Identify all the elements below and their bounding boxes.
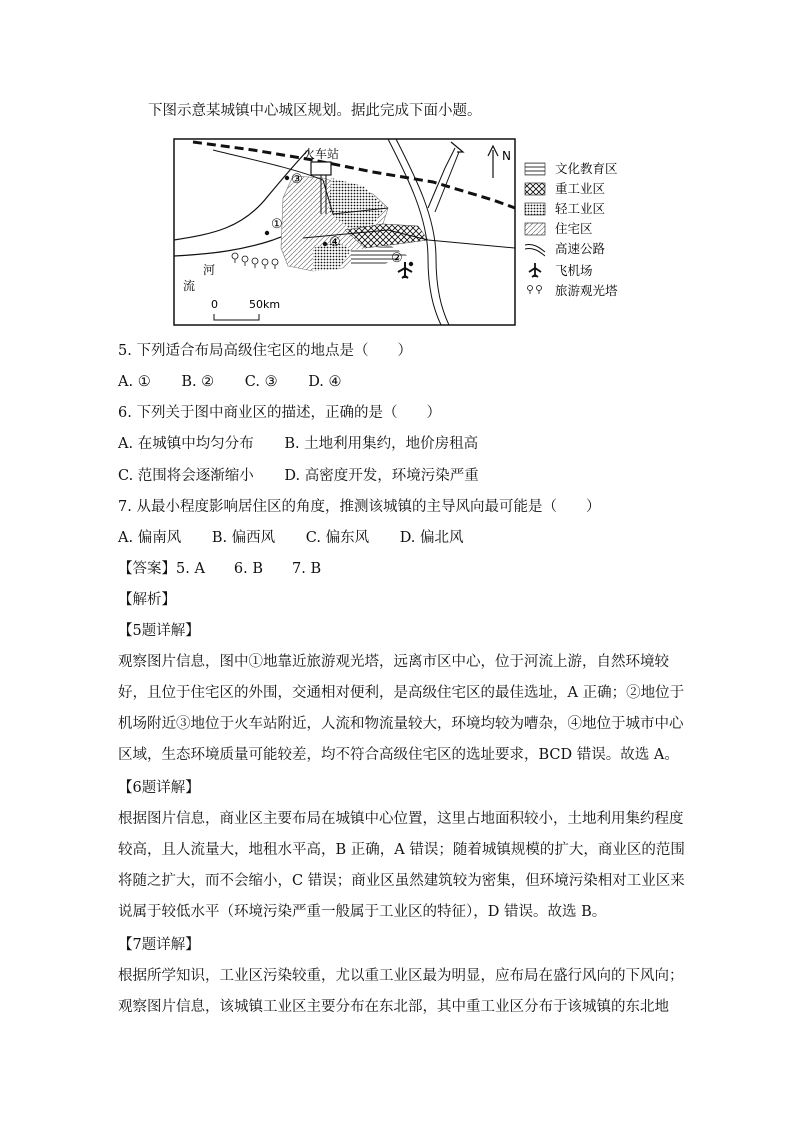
- q5-option-a: A. ①: [118, 374, 151, 390]
- marker-4: ④: [329, 235, 341, 250]
- q6-line: 较高，且人流量大，地租水平高，B 正确，A 错误；随着城镇规模的扩大，商业区的范围: [118, 842, 685, 858]
- answer-line: 【答案】5. A 6. B 7. B: [118, 561, 322, 577]
- legend-residential: 住宅区: [555, 221, 593, 236]
- q7-line: 观察图片信息，该城镇工业区主要分布在东北部，其中重工业区分布于该城镇的东北地: [118, 999, 669, 1015]
- question-6-options-row2: [118, 466, 505, 486]
- q5-line: 机场附近③地位于火车站附近，人流和物流量较大，环境均较为嘈杂，④地位于城市中心: [118, 716, 684, 732]
- legend-tower: 旅游观光塔: [555, 283, 618, 298]
- legend-swatch-residential: [525, 223, 545, 235]
- train-station: [311, 162, 331, 175]
- question-7-options: [118, 528, 490, 548]
- legend-airport: 飞机场: [555, 263, 593, 278]
- legend-swatch-light: [525, 203, 545, 215]
- q5-line: 好，且位于住宅区的外围，交通相对便利，是高级住宅区的最佳选址，A 正确；②地位于: [118, 685, 685, 701]
- station-label: 火车站: [303, 147, 340, 161]
- marker-3: ③: [291, 172, 303, 187]
- q6-line: 说属于较低水平（环境污染严重一般属于工业区的特征），D 错误。故选 B。: [118, 904, 607, 920]
- intro-text: 下图示意某城镇中心城区规划。据此完成下面小题。: [148, 103, 482, 119]
- q7-explanation: [118, 961, 684, 1023]
- legend-swatch-education: [525, 163, 545, 175]
- river-label-he: 河: [203, 263, 216, 277]
- question-5-options: [118, 372, 368, 392]
- q6-line: 根据图片信息，商业区主要布局在城镇中心位置，这里占地面积较小，土地利用集约程度: [118, 811, 684, 827]
- legend-tower-icon: [528, 286, 542, 295]
- legend: [525, 161, 618, 298]
- scale-km: 50km: [249, 298, 281, 311]
- q5-detail-heading: 【5题详解】: [118, 623, 200, 639]
- legend-education: 文化教育区: [555, 161, 618, 176]
- q5-option-d: D. ④: [308, 374, 342, 390]
- scale-zero: 0: [211, 298, 218, 311]
- q6-detail-heading: 【6题详解】: [118, 780, 200, 796]
- question-7-stem: 7. 从最小程度影响居住区的角度，推测该城镇的主导风向最可能是（ ）: [118, 499, 601, 515]
- q6-option-d: D. 高密度开发，环境污染严重: [284, 468, 479, 484]
- q7-option-c: C. 偏东风: [305, 530, 370, 546]
- q7-option-b: B. 偏西风: [211, 530, 276, 546]
- question-6-stem: 6. 下列关于图中商业区的描述，正确的是（ ）: [118, 405, 441, 421]
- question-6-options-row1: [118, 434, 504, 454]
- marker-2: ②: [391, 251, 403, 266]
- q6-explanation: [118, 804, 685, 928]
- q5-line: 观察图片信息，图中①地靠近旅游观光塔，远离市区中心，位于河流上游，自然环境较: [118, 654, 669, 670]
- question-5-stem: 5. 下列适合布局高级住宅区的地点是（ ）: [118, 343, 412, 359]
- town-planning-map: [173, 138, 623, 328]
- q6-option-c: C. 范围将会逐渐缩小: [118, 468, 254, 484]
- marker-1: ①: [271, 217, 283, 232]
- q7-option-a: A. 偏南风: [118, 530, 182, 546]
- analysis-heading: 【解析】: [118, 592, 176, 608]
- legend-airport-icon: [529, 263, 541, 277]
- legend-swatch-heavy: [525, 183, 545, 195]
- q5-explanation: [118, 647, 685, 771]
- river-label-liu: 流: [183, 279, 196, 293]
- legend-heavy-industry: 重工业区: [555, 181, 606, 196]
- q7-detail-heading: 【7题详解】: [118, 937, 200, 953]
- legend-expressway-icon: [525, 244, 545, 256]
- q5-line: 区域，生态环境质量可能较差，均不符合高级住宅区的选址要求，BCD 错误。故选 A。: [118, 747, 679, 763]
- q6-line: 将随之扩大，而不会缩小，C 错误；商业区虽然建筑较为密集，但环境污染相对工业区来: [118, 873, 685, 889]
- north-label: N: [502, 149, 511, 163]
- q6-option-b: B. 土地利用集约，地价房租高: [284, 436, 479, 452]
- legend-expressway: 高速公路: [555, 241, 606, 256]
- q5-option-c: C. ③: [244, 374, 278, 390]
- q7-line: 根据所学知识，工业区污染较重，尤以重工业区最为明显，应布局在盛行风向的下风向；: [118, 968, 684, 984]
- q6-option-a: A. 在城镇中均匀分布: [118, 436, 254, 452]
- legend-light-industry: 轻工业区: [555, 201, 606, 216]
- q5-option-b: B. ②: [181, 374, 215, 390]
- q7-option-d: D. 偏北风: [399, 530, 464, 546]
